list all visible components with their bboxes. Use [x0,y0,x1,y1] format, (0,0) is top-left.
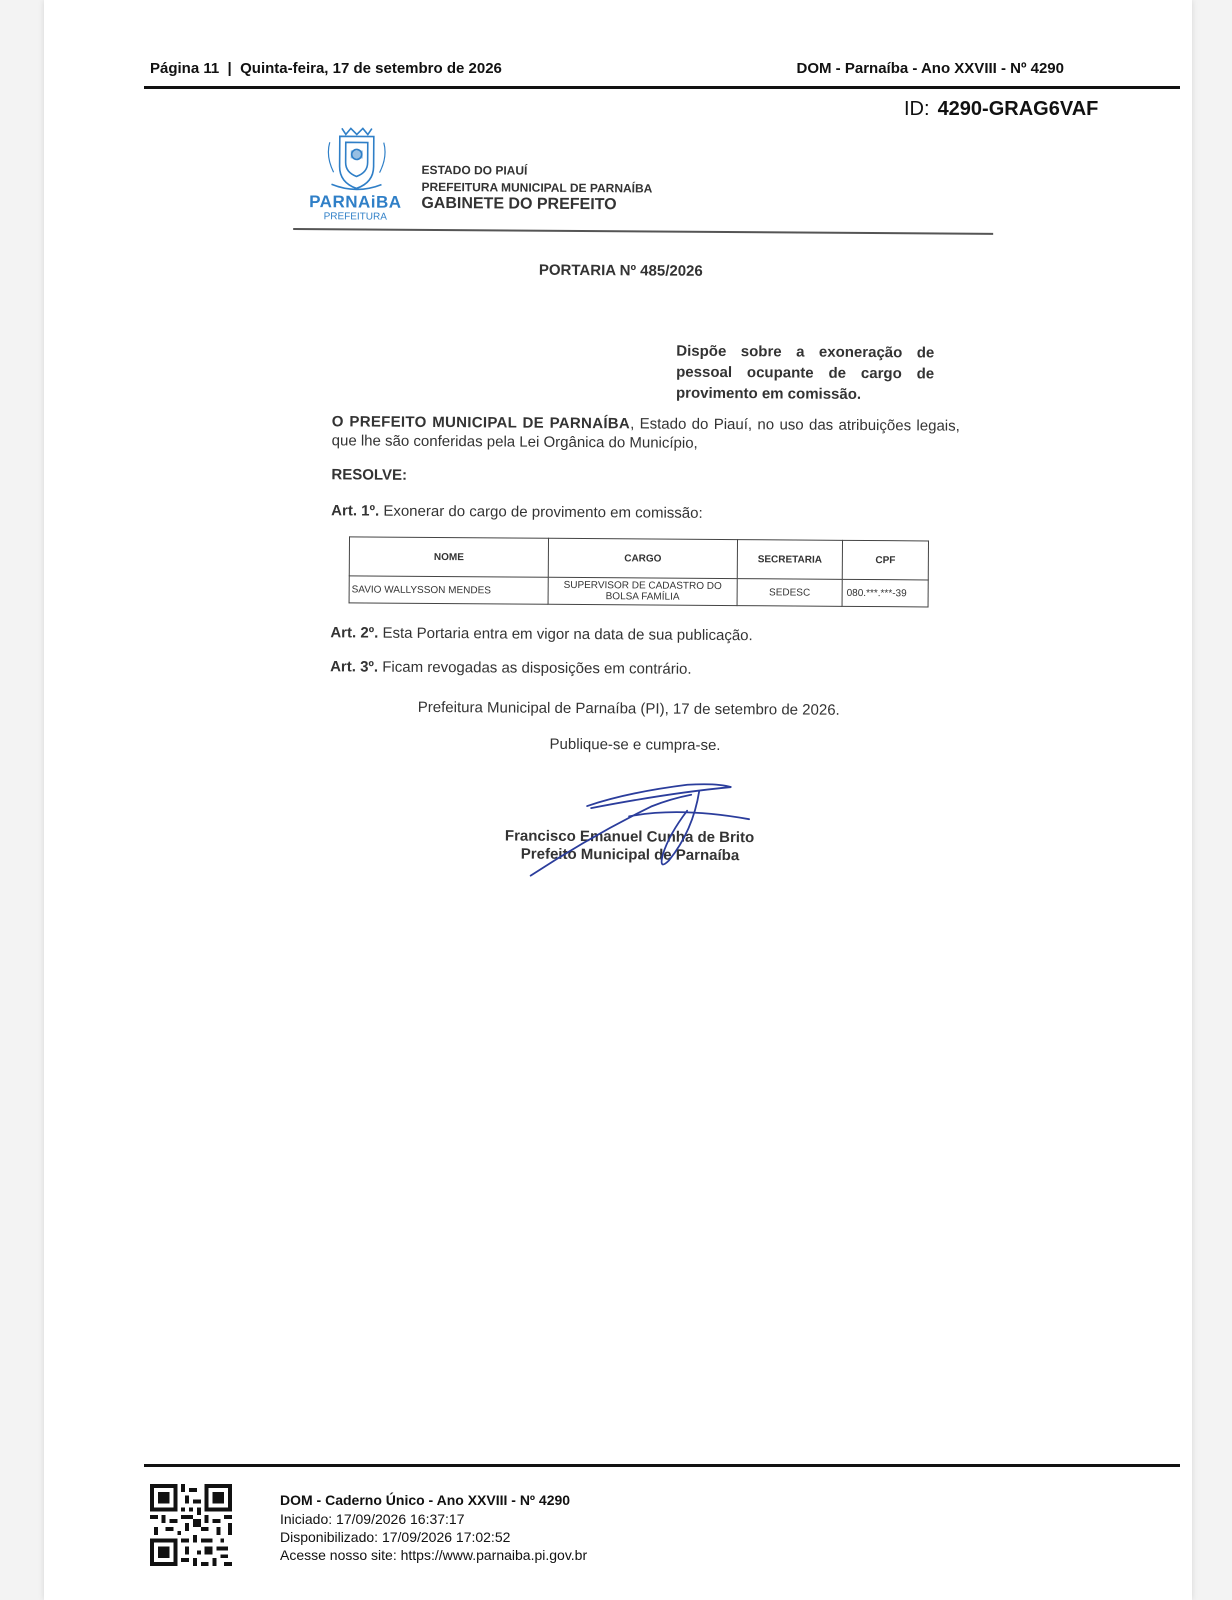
article-1-text: Exonerar do cargo de provimento em comissão: [379,502,703,522]
letterhead-office: GABINETE DO PREFEITO [421,194,617,214]
act-ementa: Dispõe sobre a exoneração de pessoal ocupante de cargo de provimento em comissão. [675,342,935,403]
footer-available: Disponibilizado: 17/09/2026 17:02:52 [280,1529,511,1545]
cell-cargo: SUPERVISOR DE CADASTRO DO BOLSA FAMÍLIA [548,577,737,605]
document-id-value: 4290-GRAG6VAF [937,98,1099,120]
article-2-label: Art. 2º. [330,624,379,642]
footer-title: DOM - Caderno Único - Ano XXVIII - Nº 4290 [280,1492,571,1508]
column-header-secretaria: SECRETARIA [737,540,842,580]
table-row [349,576,928,607]
footer-rule [144,1464,1180,1467]
table-header-row [349,537,928,580]
document-page [44,0,1192,1600]
act-title: PORTARIA Nº 485/2026 [538,261,703,280]
place-date: Prefeitura Municipal de Parnaíba (PI), 17 de setembro de 2026. [417,698,840,719]
letterhead-municipality: PREFEITURA MUNICIPAL DE PARNAÍBA [421,179,653,196]
closing-formula: Publique-se e cumpra-se. [549,735,721,754]
footer-started: Iniciado: 17/09/2026 16:37:17 [280,1511,465,1527]
logo-name: PARNAiBA [309,192,402,212]
handwritten-signature-icon [519,772,760,884]
act-resolve: RESOLVE: [331,466,408,484]
qr-code-icon[interactable] [150,1484,232,1566]
column-header-nome: NOME [349,537,548,577]
scanned-act [288,110,1034,915]
article-3-label: Art. 3º. [330,658,379,676]
footer-site-link[interactable]: Acesse nosso site: https://www.parnaiba.pi.gov.br [280,1547,588,1563]
cell-nome: SAVIO WALLYSSON MENDES [349,576,548,604]
header-separator: | [223,60,236,77]
header-date: Quinta-feira, 17 de setembro de 2026 [240,60,502,77]
document-id-label: ID: [904,98,930,120]
column-header-cpf: CPF [842,540,928,580]
logo-subtitle: PREFEITURA [323,211,387,223]
preamble-text: , Estado do Piauí, no uso das atribuições legais, que lhe são conferidas pela Lei Orgânica do Município, [331,415,960,452]
article-2-text: Esta Portaria entra em vigor na data de sua publicação. [378,624,753,645]
article-1 [331,502,703,522]
act-preamble [332,412,960,454]
article-3-text: Ficam revogadas as disposições em contrário. [378,658,692,678]
exoneration-table [349,536,929,607]
preamble-authority: O PREFEITO MUNICIPAL DE PARNAÍBA [331,413,631,433]
signer-role: Prefeito Municipal de Parnaíba [520,845,740,865]
header-edition: DOM - Parnaíba - Ano XXVIII - Nº 4290 [796,60,1064,77]
article-3 [330,658,692,678]
header-page-number: Página 11 [150,60,220,77]
column-header-cargo: CARGO [548,538,737,578]
logo-wordmark [303,192,407,223]
letterhead-rule [293,228,993,235]
cell-cpf: 080.***.***-39 [842,579,928,607]
header-page-date [150,60,502,77]
signer-name: Francisco Emanuel Cunha de Brito [504,827,755,847]
article-1-label: Art. 1º. [331,502,380,520]
letterhead-state: ESTADO DO PIAUÍ [421,162,528,178]
article-2 [330,624,752,644]
header-rule [144,86,1180,89]
cell-secretaria: SEDESC [737,579,842,607]
